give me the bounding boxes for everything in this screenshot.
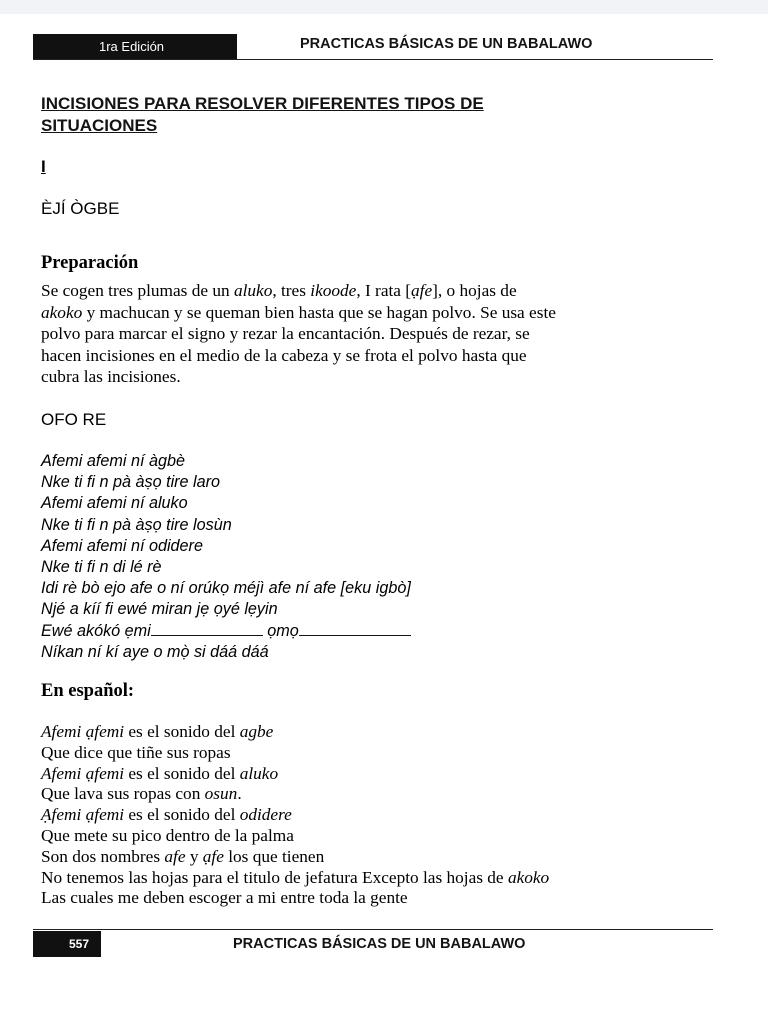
fill-in-blank (151, 621, 263, 636)
page-number: 557 (33, 931, 101, 957)
text-em: ạfe (411, 281, 433, 300)
section-heading-line-1: INCISIONES PARA RESOLVER DIFERENTES TIPOS DE (41, 94, 484, 113)
header-divider (33, 59, 713, 60)
incantation-line: Níkan ní kí aye o mọ̀ si dáá dáá (41, 642, 269, 661)
text: No tenemos las hojas para el titulo de jefatura Excepto las hojas de (41, 867, 508, 887)
translation-line: Que mete su pico dentro de la palma (41, 825, 294, 845)
text-em: Afemi ạfemi (41, 763, 125, 783)
incantation-line: Afemi afemi ní àgbè (41, 452, 185, 470)
translation-line: Las cuales me deben escoger a mi entre toda la gente (41, 888, 408, 908)
edition-label: 1ra Edición (33, 34, 237, 60)
section-heading-line-2: SITUACIONES (41, 116, 158, 135)
text-em: afe (164, 846, 186, 866)
text-em: aluko (233, 281, 273, 300)
translation-line (41, 868, 549, 889)
footer-divider (33, 929, 713, 930)
incantation-line: Nke ti fi n pà àṣọ tire laro (41, 473, 221, 492)
running-header-title: PRACTICAS BÁSICAS DE UN BABALAWO (300, 36, 593, 52)
text-em: akoko (507, 867, 550, 887)
incantation-line: Idi rè bò ejo afe o ní orúkọ méjì afe ní afe [eku igbò] (41, 579, 411, 598)
preparation-line-3: polvo para marcar el signo y rezar la encantación. Después de rezar, se (41, 324, 530, 343)
text-em: agbe (239, 722, 274, 741)
text: Son dos nombres (41, 846, 165, 866)
text: es el sonido del (124, 722, 240, 741)
odu-name: ÈJÍ ÒGBE (41, 199, 120, 218)
incantation-line: Nke ti fi n di lé rè (41, 558, 162, 577)
translation-line (41, 722, 549, 743)
text-em: akoko (41, 302, 83, 322)
text: Ewé akókó ẹmi (41, 621, 151, 640)
text: es el sonido del (124, 805, 240, 825)
translation-line (41, 805, 549, 826)
text: Se cogen tres plumas de un (41, 281, 234, 300)
text: , tres (272, 281, 311, 300)
book-page (0, 14, 768, 1024)
preparation-paragraph (41, 280, 721, 388)
text: . (237, 784, 242, 804)
text: es el sonido del (124, 763, 240, 783)
section-numeral: I (41, 157, 46, 176)
ofo-re-title: OFO RE (41, 410, 107, 429)
spanish-title: En español: (41, 681, 135, 701)
incantation-block (41, 451, 411, 663)
preparation-line-1 (41, 280, 721, 302)
translation-line (41, 847, 549, 868)
fill-in-blank (299, 621, 411, 636)
incantation-line: Njé a kíí fi ewé miran jẹ ọyé lẹyin (41, 600, 278, 619)
incantation-line: Afemi afemi ní aluko (41, 494, 188, 513)
spanish-translation (41, 722, 549, 909)
text-em: aluko (239, 763, 279, 783)
text: Que lava sus ropas con (41, 784, 205, 804)
text-em: Afemi ạfemi (41, 722, 125, 741)
incantation-line: Nke ti fi n pà àṣọ tire losùn (41, 515, 232, 534)
translation-line (41, 784, 549, 805)
translation-line: Que dice que tiñe sus ropas (41, 742, 231, 762)
incantation-line: Afemi afemi ní odidere (41, 536, 203, 555)
text-em: ikoode (310, 281, 357, 300)
text: ọmọ (262, 621, 299, 640)
incantation-line-blanks (41, 621, 411, 642)
preparation-line-5: cubra las incisiones. (41, 367, 181, 386)
running-footer-title: PRACTICAS BÁSICAS DE UN BABALAWO (233, 936, 526, 952)
text-em: osun (204, 784, 238, 804)
translation-line (41, 764, 549, 785)
text: , I rata [ (356, 281, 412, 300)
preparation-line-2 (41, 302, 721, 324)
text: ], o hojas de (432, 281, 517, 300)
text-em: ạfe (202, 846, 224, 866)
section-heading (41, 93, 641, 137)
text: y (185, 846, 203, 866)
text-em: Ạfemi ạfemi (41, 805, 125, 825)
text-em: odidere (239, 805, 292, 825)
text: los que tienen (223, 846, 325, 866)
preparation-line-4: hacen incisiones en el medio de la cabeza y se frota el polvo hasta que (41, 345, 527, 365)
text: y machucan y se queman bien hasta que se hagan polvo. Se usa este (82, 302, 556, 322)
preparation-title: Preparación (41, 253, 139, 273)
